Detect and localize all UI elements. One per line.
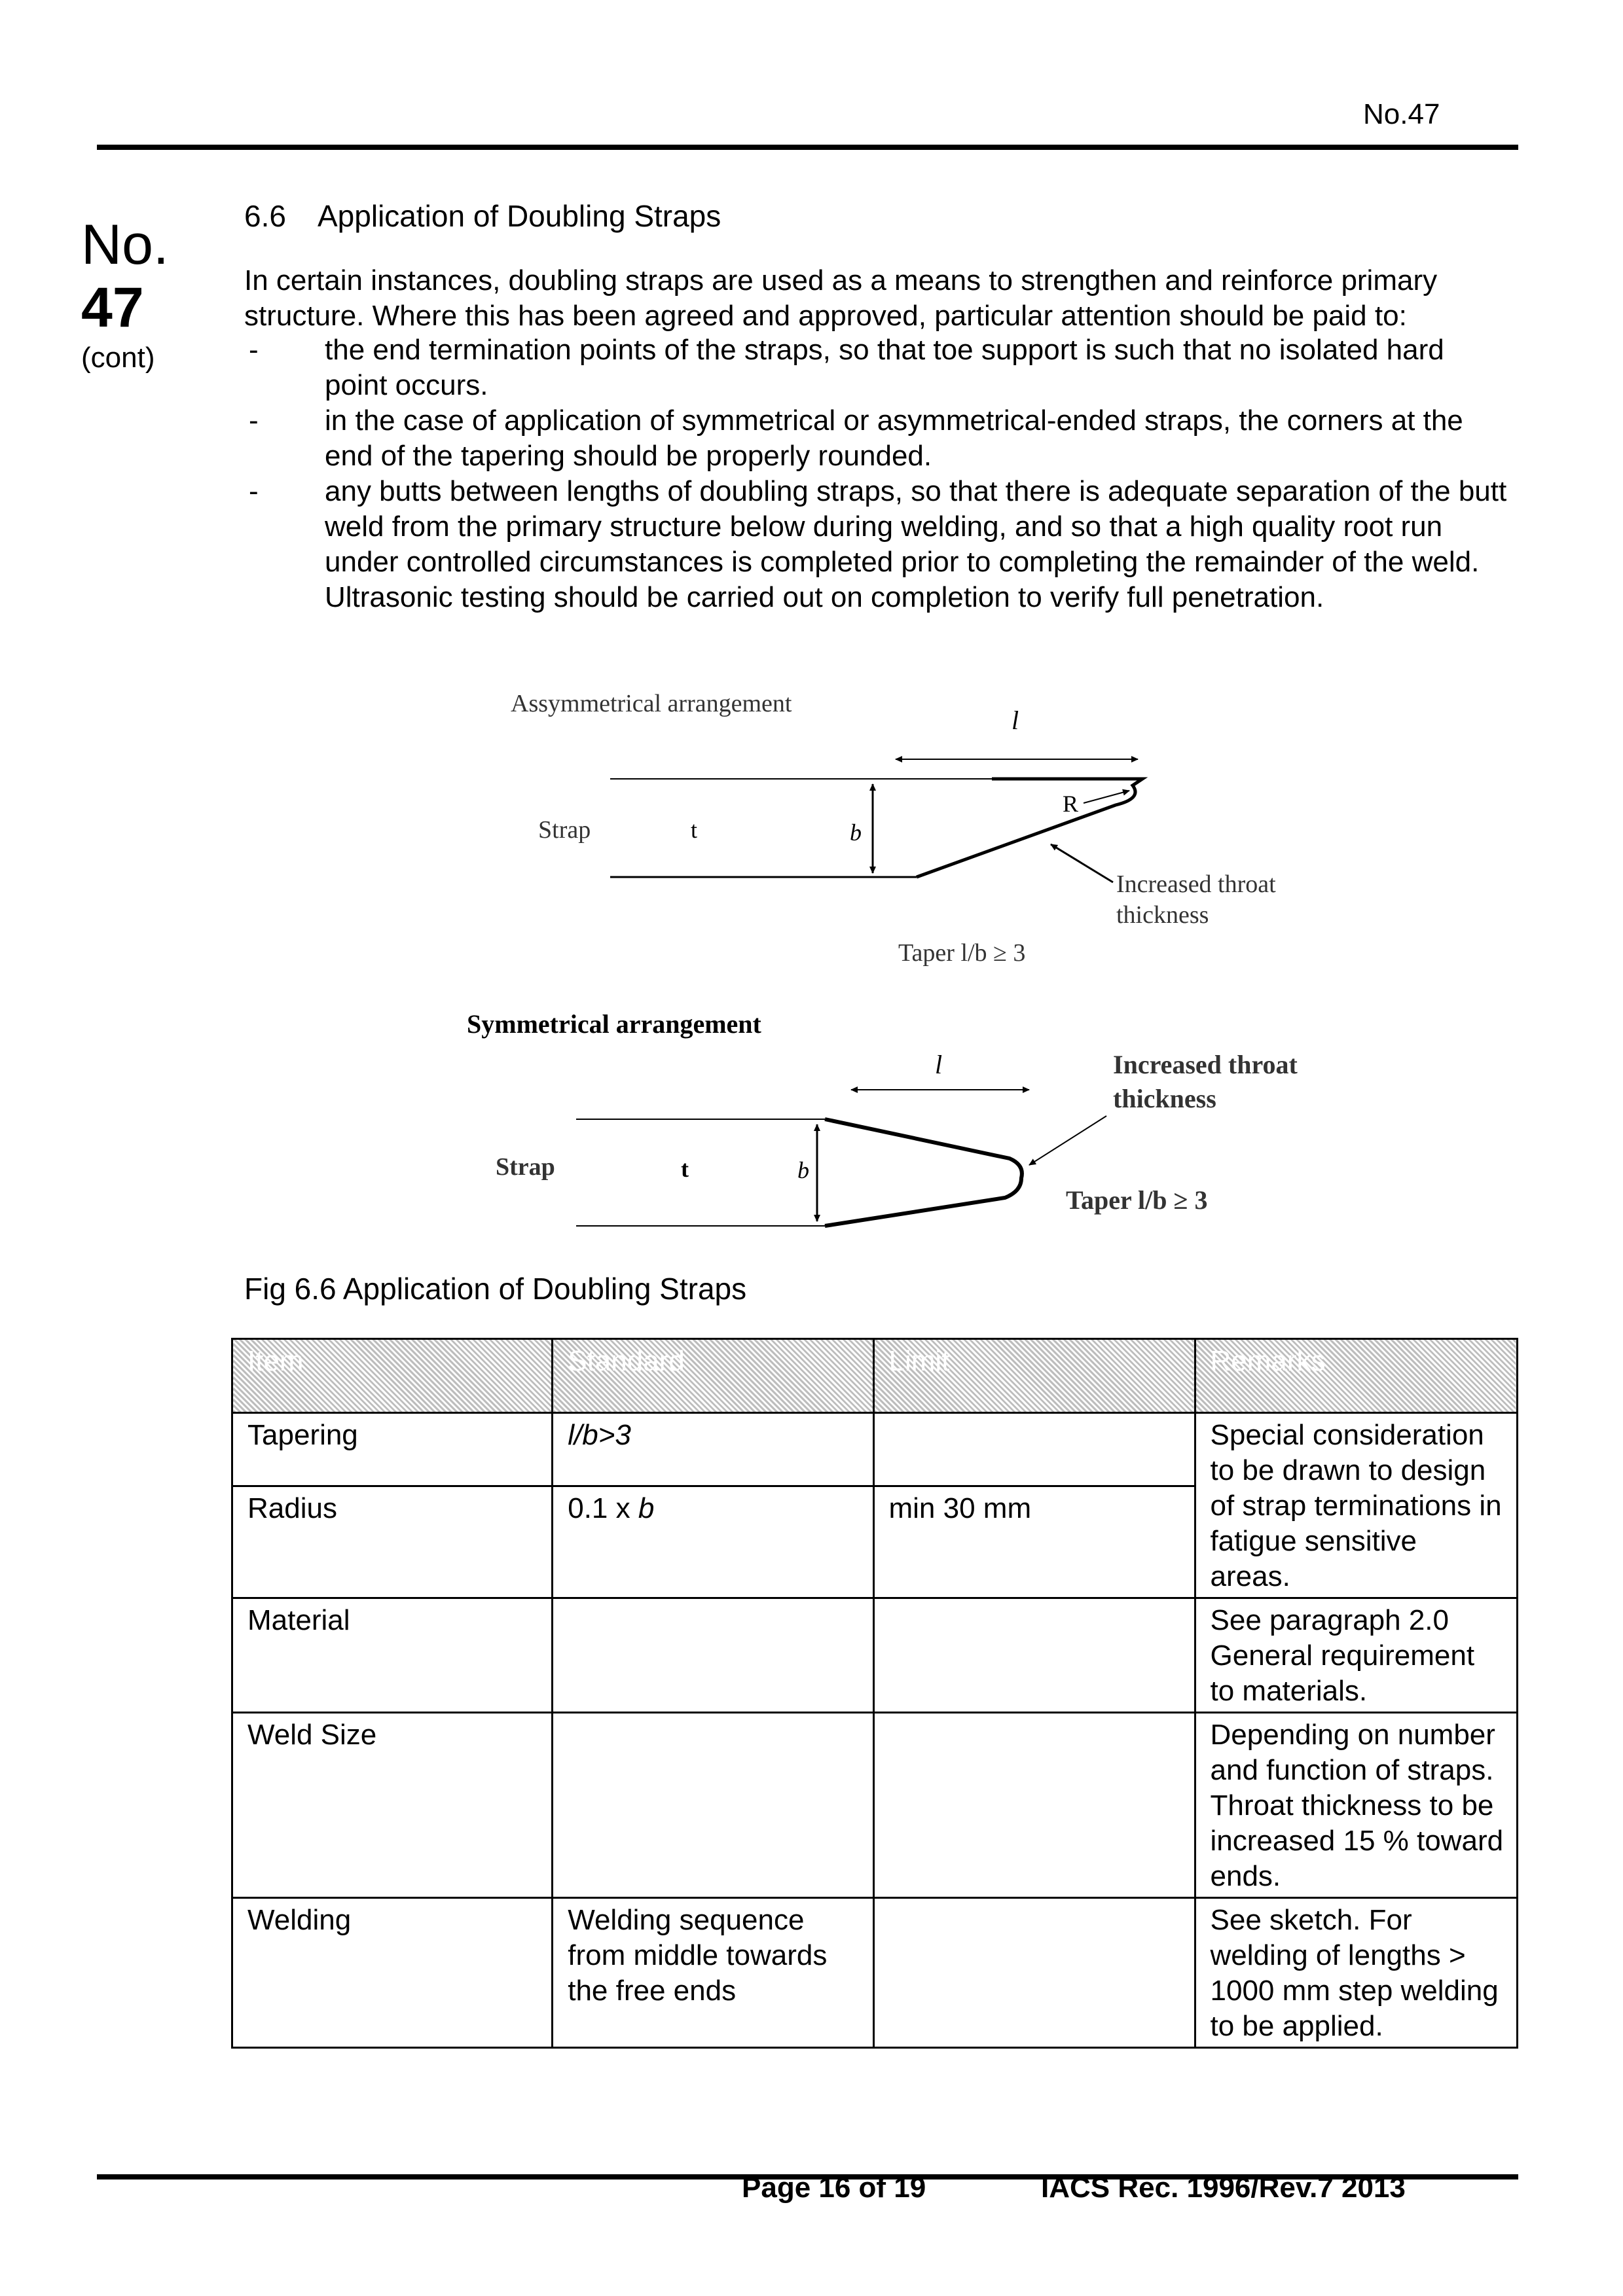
asym-throat-arrow	[1051, 844, 1113, 882]
asym-r-label: R	[1063, 791, 1079, 817]
table-row	[232, 1898, 1518, 2048]
doubling-strap-figure	[458, 674, 1336, 1250]
asym-t-label: t	[691, 817, 698, 843]
sidebar-cont: (cont)	[81, 342, 155, 374]
bullet-marker: -	[249, 334, 259, 366]
asym-l-label: l	[1012, 706, 1019, 735]
figure-caption: Fig 6.6 Application of Doubling Straps	[244, 1272, 747, 1306]
section-intro: In certain instances, doubling straps are used as a means to strengthen and reinforce primary structure. Where this has been agreed and approved, particular attention should be paid to:	[244, 264, 1438, 332]
sidebar-number: 47	[81, 276, 144, 339]
section-title: Application of Doubling Straps	[318, 199, 721, 233]
cell-remarks: See paragraph 2.0 General requirement to materials.	[1195, 1598, 1518, 1713]
cell-item: Welding	[232, 1898, 553, 2048]
weld-size-remark-1: Depending on number and function of straps.	[1210, 1719, 1495, 1786]
bullet-text: in the case of application of symmetrical or asymmetrical-ended straps, the corners at the end of the tapering should be properly rounded.	[325, 404, 1463, 472]
header-doc-number: No.47	[1363, 98, 1440, 130]
cell-remarks: Special consideration to be drawn to design of strap terminations in fatigue sensitive areas.	[1195, 1413, 1518, 1598]
cell-limit: min 30 mm	[873, 1486, 1195, 1598]
list-item	[244, 332, 1514, 403]
footer-reference: IACS Rec. 1996/Rev.7 2013	[1041, 2172, 1406, 2204]
bullet-list	[244, 332, 1514, 615]
bullet-marker: -	[249, 404, 259, 437]
cell-standard: l/b>3	[553, 1413, 873, 1486]
cell-standard	[553, 1598, 873, 1713]
sym-throat-label-1: Increased throat	[1113, 1050, 1298, 1079]
section-number: 6.6	[244, 199, 286, 233]
bullet-text: any butts between lengths of doubling straps, so that there is adequate separation of the butt weld from the primary structure below during welding, and so that a high quality root run under controlled circumstances is completed prior to completing the remainder of the weld. Ultrasonic testing should be carried out on completion to verify full penetration.	[325, 475, 1507, 613]
sym-strap-label: Strap	[496, 1153, 555, 1181]
sym-l-label: l	[935, 1050, 943, 1079]
table-header-row	[232, 1339, 1518, 1413]
asym-throat-label-2: thickness	[1116, 901, 1209, 929]
sym-throat-label-2: thickness	[1113, 1084, 1216, 1113]
section-heading	[244, 198, 721, 234]
header-remarks: Remarks	[1195, 1339, 1518, 1413]
cell-standard	[553, 1713, 873, 1898]
asym-taper-label: Taper l/b ≥ 3	[898, 939, 1026, 967]
footer-page-number: Page 16 of 19	[742, 2172, 926, 2204]
requirements-table	[231, 1338, 1518, 2049]
asymmetrical-arrangement-diagram	[511, 690, 1276, 967]
cell-item: Material	[232, 1598, 553, 1713]
sym-t-label: t	[681, 1156, 689, 1182]
sym-title: Symmetrical arrangement	[467, 1009, 761, 1039]
bullet-marker: -	[249, 475, 259, 507]
asym-strap-outline	[917, 779, 1142, 877]
list-item	[244, 474, 1514, 615]
bullet-text: the end termination points of the straps, so that toe support is such that no isolated hard point occurs.	[325, 334, 1444, 401]
radius-standard-var: b	[638, 1492, 655, 1524]
sym-taper-label: Taper l/b ≥ 3	[1066, 1185, 1208, 1215]
symmetrical-arrangement-diagram	[467, 1009, 1298, 1226]
asym-throat-label-1: Increased throat	[1116, 870, 1276, 898]
table-row	[232, 1413, 1518, 1486]
header-limit: Limit	[873, 1339, 1195, 1413]
header-rule	[97, 145, 1518, 150]
header-standard: Standard	[553, 1339, 873, 1413]
radius-standard-value: 0.1 x	[568, 1492, 638, 1524]
asym-strap-label: Strap	[538, 816, 591, 844]
cell-item: Radius	[232, 1486, 553, 1598]
cell-limit	[873, 1598, 1195, 1713]
asym-r-arrow	[1084, 791, 1129, 803]
cell-remarks: See sketch. For welding of lengths > 1000 mm step welding to be applied.	[1195, 1898, 1518, 2048]
sym-b-label: b	[797, 1157, 809, 1183]
asym-b-label: b	[850, 819, 862, 846]
asym-title: Assymmetrical arrangement	[511, 690, 792, 717]
cell-limit	[873, 1413, 1195, 1486]
weld-size-remark-2: Throat thickness to be increased 15 % toward ends.	[1210, 1789, 1504, 1892]
cell-limit	[873, 1713, 1195, 1898]
cell-remarks	[1195, 1713, 1518, 1898]
sym-throat-arrow	[1029, 1116, 1106, 1165]
cell-standard: Welding sequence from middle towards the free ends	[553, 1898, 873, 2048]
list-item	[244, 403, 1514, 474]
sidebar-no-label: No.	[81, 213, 169, 276]
cell-item: Tapering	[232, 1413, 553, 1486]
sym-strap-outline	[825, 1119, 1022, 1226]
table-row	[232, 1713, 1518, 1898]
cell-item: Weld Size	[232, 1713, 553, 1898]
header-item: Item	[232, 1339, 553, 1413]
cell-limit	[873, 1898, 1195, 2048]
cell-standard	[553, 1486, 873, 1598]
table-row	[232, 1598, 1518, 1713]
